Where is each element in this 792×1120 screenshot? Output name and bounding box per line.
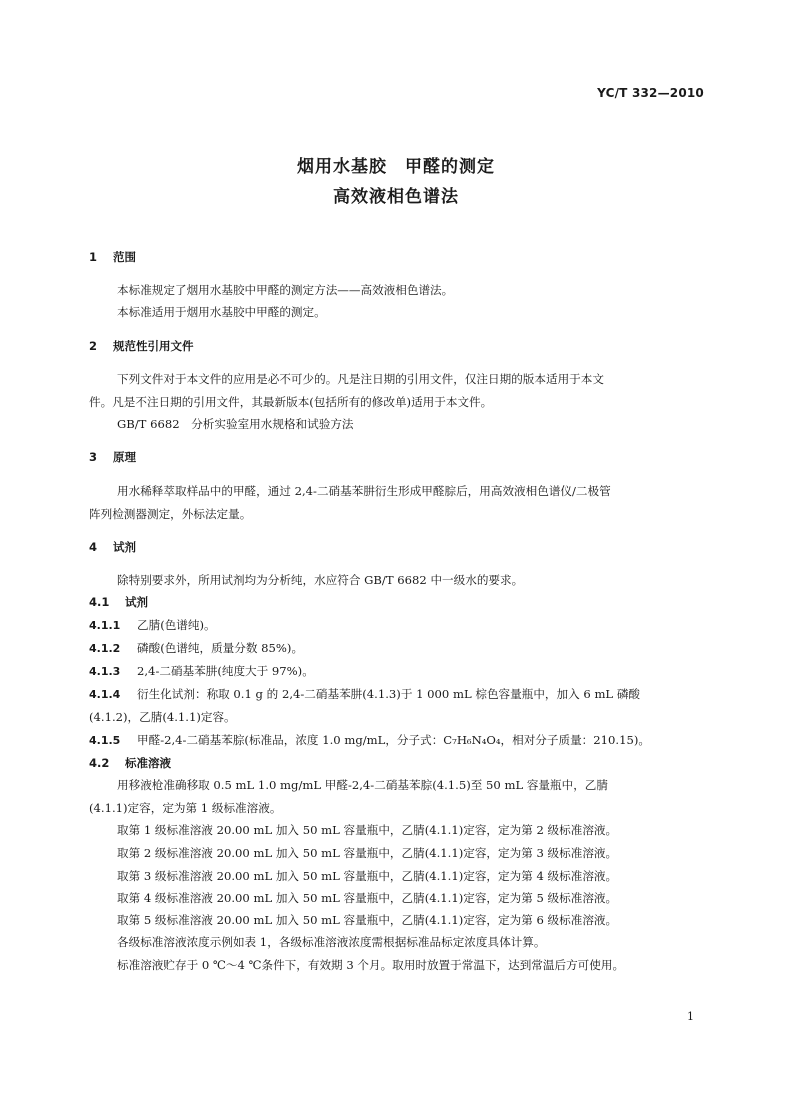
section-4-heading — [89, 539, 136, 555]
paragraph: 用移液枪准确移取 0.5 mL 1.0 mg/mL 甲醛-2,4-二硝基苯腙(4.1.5)至 50 mL 容量瓶中，乙腈 — [117, 778, 608, 792]
clause-text: 甲醛-2,4-二硝基苯腙(标准品，浓度 1.0 mg/mL，分子式：C₇H₆N₄O₄，相对分子质量：210.15)。 — [137, 733, 650, 747]
section-title: 原理 — [113, 450, 136, 464]
dilution-step: 取第 2 级标准溶液 20.00 mL 加入 50 mL 容量瓶中，乙腈(4.1.1)定容，定为第 3 级标准溶液。 — [117, 846, 618, 860]
subsection-title: 标准溶液 — [125, 756, 171, 770]
section-1-heading — [89, 249, 136, 265]
paragraph-continuation: (4.1.1)定容，定为第 1 级标准溶液。 — [89, 801, 282, 815]
clause-item — [89, 617, 216, 633]
dilution-step: 取第 1 级标准溶液 20.00 mL 加入 50 mL 容量瓶中，乙腈(4.1.1)定容，定为第 2 级标准溶液。 — [117, 823, 618, 837]
dilution-step: 取第 4 级标准溶液 20.00 mL 加入 50 mL 容量瓶中，乙腈(4.1.1)定容，定为第 5 级标准溶液。 — [117, 891, 618, 905]
clause-number: 4.1.2 — [89, 642, 121, 655]
paragraph: 除特别要求外，所用试剂均为分析纯，水应符合 GB/T 6682 中一级水的要求。 — [117, 573, 524, 587]
section-title: 范围 — [113, 250, 136, 264]
clause-text: 2,4-二硝基苯肼(纯度大于 97%)。 — [137, 664, 314, 678]
standard-code: YC/T 332—2010 — [597, 86, 704, 100]
paragraph: 本标准规定了烟用水基胶中甲醛的测定方法——高效液相色谱法。 — [117, 283, 454, 297]
subsection-number: 4.1 — [89, 595, 110, 609]
paragraph-continuation: 件。凡是不注日期的引用文件，其最新版本(包括所有的修改单)适用于本文件。 — [89, 395, 493, 409]
section-number: 3 — [89, 450, 98, 464]
section-number: 2 — [89, 339, 98, 353]
dilution-step: 取第 5 级标准溶液 20.00 mL 加入 50 mL 容量瓶中，乙腈(4.1.1)定容，定为第 6 级标准溶液。 — [117, 913, 618, 927]
paragraph: 本标准适用于烟用水基胶中甲醛的测定。 — [117, 305, 326, 319]
paragraph: 用水稀释萃取样品中的甲醛，通过 2,4-二硝基苯肼衍生形成甲醛腙后，用高效液相色谱仪/二极管 — [117, 484, 611, 498]
page-number: 1 — [687, 1010, 694, 1023]
document-title-line2: 高效液相色谱法 — [333, 187, 459, 207]
clause-continuation: (4.1.2)，乙腈(4.1.1)定容。 — [89, 710, 236, 724]
paragraph: 标准溶液贮存于 0 ℃～4 ℃条件下，有效期 3 个月。取用时放置于常温下，达到常温后方可使用。 — [117, 958, 625, 972]
paragraph-continuation: 阵列检测器测定，外标法定量。 — [89, 507, 252, 521]
clause-item — [89, 732, 650, 748]
clause-text: 磷酸(色谱纯，质量分数 85%)。 — [137, 641, 304, 655]
section-2-heading — [89, 338, 194, 354]
paragraph: 下列文件对于本文件的应用是必不可少的。凡是注日期的引用文件，仅注日期的版本适用于本文 — [117, 372, 604, 386]
section-number: 4 — [89, 540, 98, 554]
section-number: 1 — [89, 250, 98, 264]
clause-number: 4.1.3 — [89, 665, 121, 678]
normative-reference: GB/T 6682 分析实验室用水规格和试验方法 — [117, 417, 354, 431]
clause-text: 衍生化试剂：称取 0.1 g 的 2,4-二硝基苯肼(4.1.3)于 1 000 mL 棕色容量瓶中，加入 6 mL 磷酸 — [137, 687, 641, 701]
subsection-4-2-heading — [89, 755, 171, 771]
subsection-4-1-heading — [89, 594, 148, 610]
subsection-title: 试剂 — [125, 595, 148, 609]
subsection-number: 4.2 — [89, 756, 110, 770]
clause-number: 4.1.1 — [89, 619, 121, 632]
section-title: 试剂 — [113, 540, 136, 554]
section-title: 规范性引用文件 — [113, 339, 194, 353]
document-title-line1: 烟用水基胶 甲醛的测定 — [297, 157, 495, 177]
clause-item — [89, 640, 303, 656]
clause-text: 乙腈(色谱纯)。 — [137, 618, 216, 632]
clause-number: 4.1.4 — [89, 688, 121, 701]
clause-number: 4.1.5 — [89, 734, 121, 747]
dilution-step: 取第 3 级标准溶液 20.00 mL 加入 50 mL 容量瓶中，乙腈(4.1.1)定容，定为第 4 级标准溶液。 — [117, 869, 618, 883]
section-3-heading — [89, 449, 136, 465]
paragraph: 各级标准溶液浓度示例如表 1，各级标准溶液浓度需根据标准品标定浓度具体计算。 — [117, 935, 546, 949]
clause-item — [89, 663, 314, 679]
clause-item — [89, 686, 640, 702]
